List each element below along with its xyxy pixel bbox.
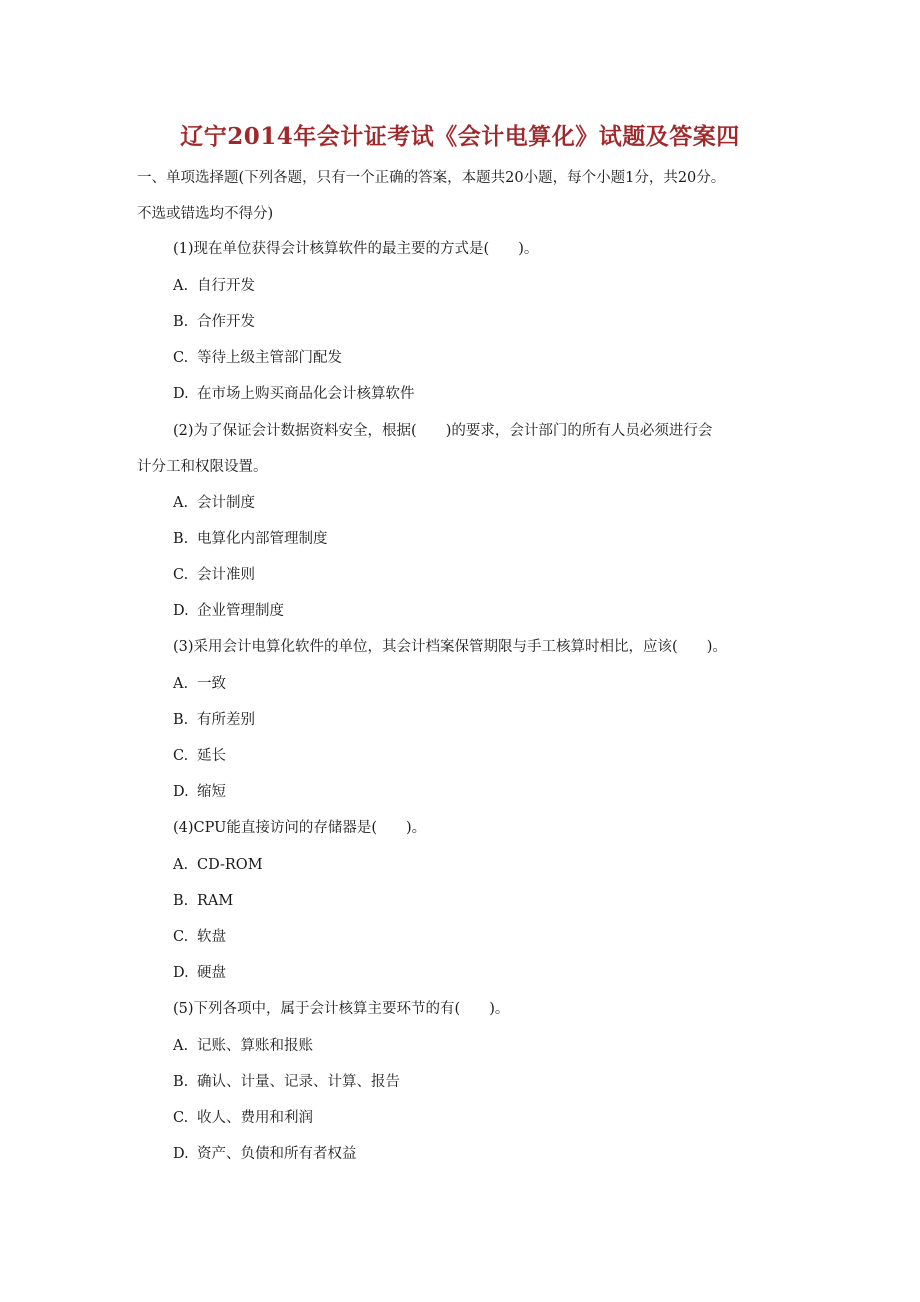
question-2-option-b: B. 电算化内部管理制度	[173, 531, 328, 547]
question-4-option-b: B. RAM	[173, 893, 234, 909]
question-1-option-d: D. 在市场上购买商品化会计核算软件	[173, 386, 415, 402]
question-1-stem: (1)现在单位获得会计核算软件的最主要的方式是( )。	[173, 241, 539, 257]
question-4-stem: (4)CPU能直接访问的存储器是( )。	[173, 820, 427, 836]
question-5-option-b: B. 确认、计量、记录、计算、报告	[173, 1074, 400, 1090]
question-5-stem: (5)下列各项中，属于会计核算主要环节的有( )。	[173, 1001, 510, 1017]
question-1-option-b: B. 合作开发	[173, 314, 255, 330]
question-2-stem-continued: 计分工和权限设置。	[137, 459, 268, 475]
section-heading-line-1: 一、单项选择题(下列各题，只有一个正确的答案，本题共20小题，每个小题1分，共20分。	[137, 170, 726, 186]
question-4-option-a: A. CD-ROM	[173, 857, 263, 873]
document-title: 辽宁2014年会计证考试《会计电算化》试题及答案四	[180, 123, 740, 150]
question-2-stem: (2)为了保证会计数据资料安全，根据( )的要求，会计部门的所有人员必须进行会	[173, 423, 713, 439]
question-2-option-d: D. 企业管理制度	[173, 603, 284, 619]
question-2-option-a: A. 会计制度	[173, 495, 255, 511]
section-heading-line-2: 不选或错选均不得分)	[137, 206, 274, 222]
question-3-option-a: A. 一致	[173, 676, 226, 692]
question-1-option-a: A. 自行开发	[173, 278, 255, 294]
question-2-option-c: C. 会计准则	[173, 567, 255, 583]
question-5-option-a: A. 记账、算账和报账	[173, 1038, 313, 1054]
question-3-option-c: C. 延长	[173, 748, 226, 764]
question-3-option-d: D. 缩短	[173, 784, 226, 800]
question-4-option-c: C. 软盘	[173, 929, 226, 945]
question-3-option-b: B. 有所差别	[173, 712, 255, 728]
question-5-option-c: C. 收人、费用和利润	[173, 1110, 313, 1126]
section-heading	[137, 160, 787, 232]
question-4-option-d: D. 硬盘	[173, 965, 226, 981]
question-5-option-d: D. 资产、负债和所有者权益	[173, 1146, 357, 1162]
question-3-stem: (3)采用会计电算化软件的单位，其会计档案保管期限与手工核算时相比，应该( )。	[173, 639, 727, 655]
question-1-option-c: C. 等待上级主管部门配发	[173, 350, 342, 366]
